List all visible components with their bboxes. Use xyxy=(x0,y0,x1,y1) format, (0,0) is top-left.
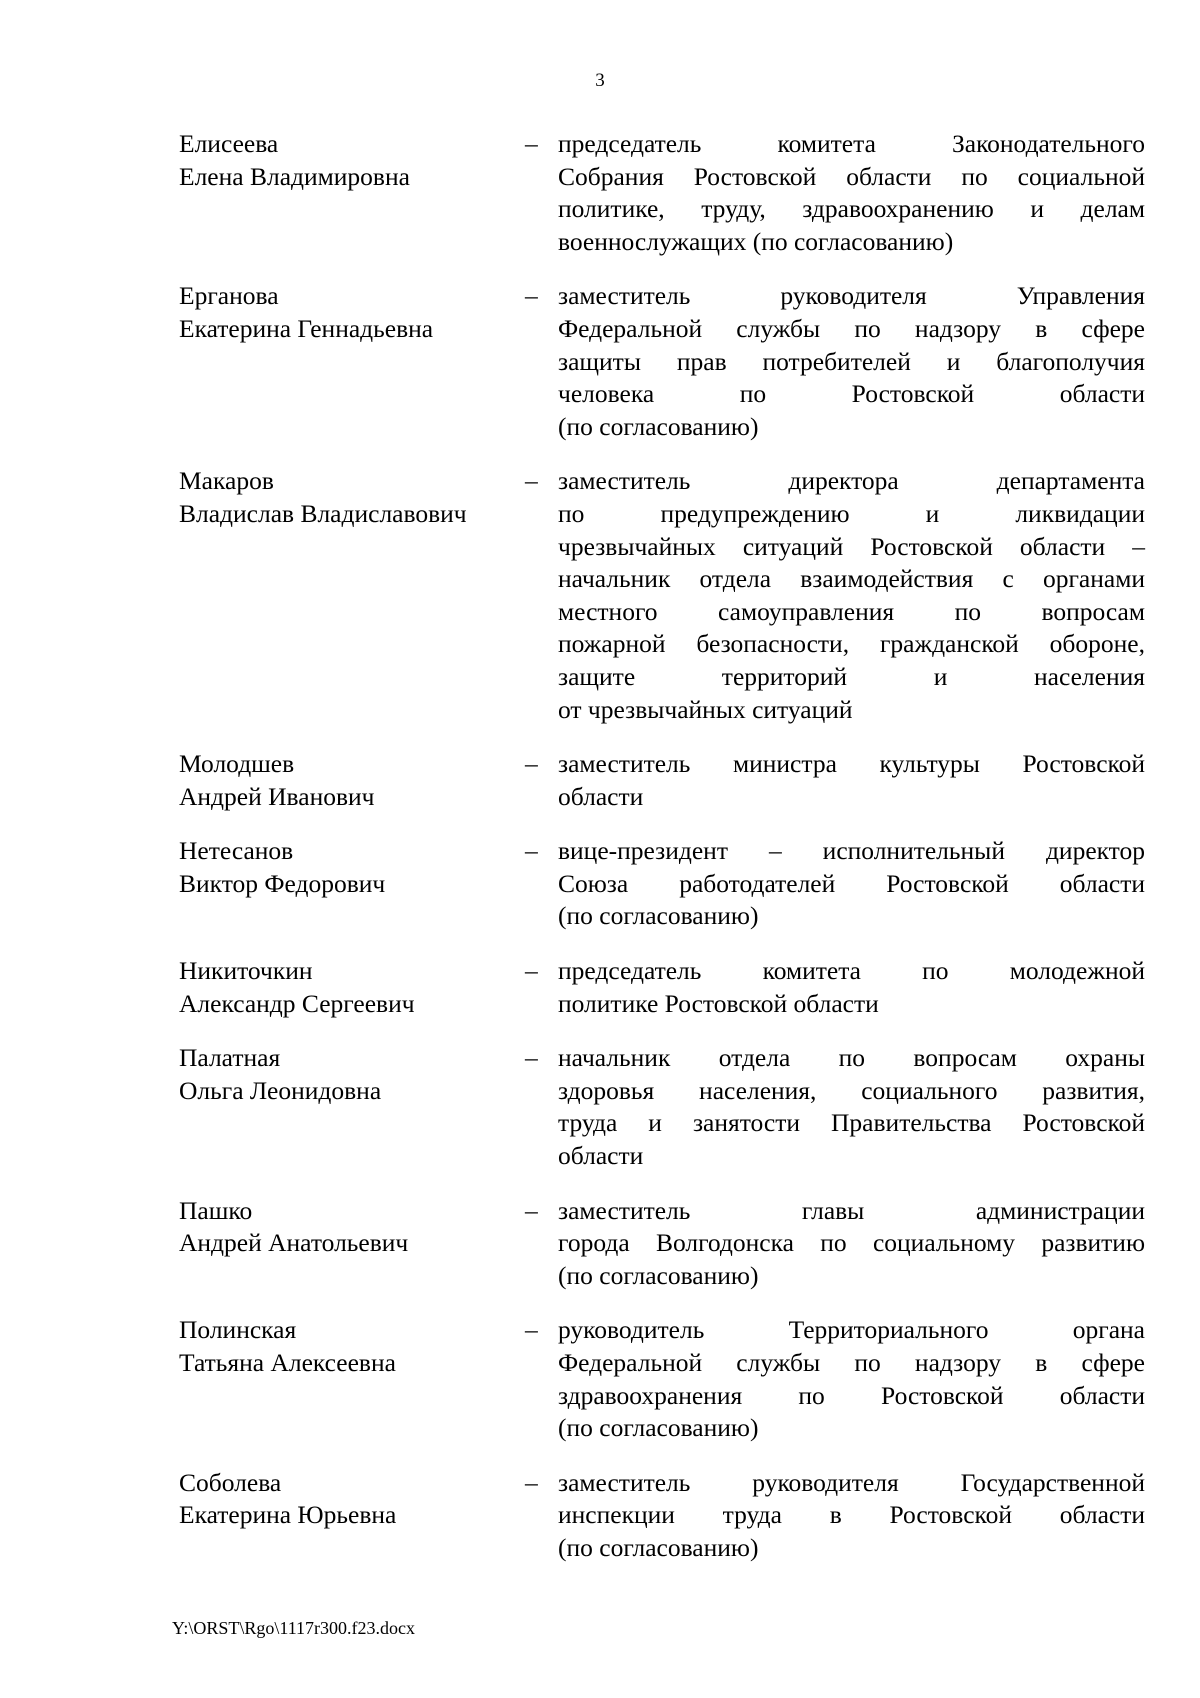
member-name xyxy=(179,1314,525,1444)
separator-dash: – xyxy=(525,1195,538,1225)
member-given-names: Андрей Иванович xyxy=(179,781,375,811)
member-entry xyxy=(179,1042,1145,1172)
members-list xyxy=(179,128,1145,1587)
member-surname: Никиточкин xyxy=(179,956,313,986)
member-given-names: Екатерина Геннадьевна xyxy=(179,313,434,343)
file-path-footer: Y:\ORST\Rgo\1117r300.f23.docx xyxy=(172,1618,416,1638)
member-surname: Соболева xyxy=(179,1467,282,1497)
member-position xyxy=(558,1195,1145,1293)
position-line: политике Ростовской области xyxy=(558,988,879,1018)
member-name xyxy=(179,1467,525,1565)
position-line: защите территорий и населения xyxy=(558,661,1145,691)
member-name xyxy=(179,748,525,813)
position-line: области xyxy=(558,1141,644,1171)
separator-dash: – xyxy=(525,1467,538,1497)
member-surname: Пашко xyxy=(179,1195,253,1225)
position-line: заместитель директора департамента xyxy=(558,466,1145,496)
member-surname: Палатная xyxy=(179,1043,281,1073)
position-line: города Волгодонска по социальному развитию xyxy=(558,1228,1145,1258)
separator-dash: – xyxy=(525,129,538,158)
position-line: местного самоуправления по вопросам xyxy=(558,596,1145,626)
position-line: заместитель главы администрации xyxy=(558,1195,1145,1225)
position-line: (по согласованию) xyxy=(558,901,759,931)
member-given-names: Виктор Федорович xyxy=(179,868,386,898)
position-line: Союза работодателей Ростовской области xyxy=(558,868,1145,898)
member-entry xyxy=(179,955,1145,1020)
member-position xyxy=(558,280,1145,443)
member-name xyxy=(179,835,525,933)
member-name xyxy=(179,1195,525,1293)
member-position xyxy=(558,1314,1145,1444)
separator-dash: – xyxy=(525,836,538,866)
member-surname: Ерганова xyxy=(179,281,279,311)
member-given-names: Андрей Анатольевич xyxy=(179,1228,409,1258)
member-given-names: Александр Сергеевич xyxy=(179,988,415,1018)
separator-dash: – xyxy=(525,749,538,779)
position-line: начальник отдела взаимодействия с органами xyxy=(558,564,1145,594)
member-name xyxy=(179,465,525,726)
member-entry xyxy=(179,128,1145,258)
member-entry xyxy=(179,280,1145,443)
separator-dash: – xyxy=(525,1315,538,1345)
position-line: Собрания Ростовской области по социальной xyxy=(558,161,1145,191)
position-line: руководитель Территориального органа xyxy=(558,1315,1145,1345)
position-line: здоровья населения, социального развития, xyxy=(558,1075,1145,1105)
member-entry xyxy=(179,1314,1145,1444)
member-position xyxy=(558,955,1145,1020)
position-line: здравоохранения по Ростовской области xyxy=(558,1380,1145,1410)
member-entry xyxy=(179,465,1145,726)
position-line: (по согласованию) xyxy=(558,1532,759,1562)
position-line: Федеральной службы по надзору в сфере xyxy=(558,1348,1145,1377)
member-surname: Макаров xyxy=(179,466,274,496)
member-surname: Нетесанов xyxy=(179,836,294,866)
member-given-names: Татьяна Алексеевна xyxy=(179,1348,396,1377)
member-position xyxy=(558,465,1145,726)
position-line: труда и занятости Правительства Ростовской xyxy=(558,1108,1145,1138)
member-name xyxy=(179,955,525,1020)
position-line: военнослужащих (по согласованию) xyxy=(558,226,954,256)
position-line: по предупреждению и ликвидации xyxy=(558,498,1145,528)
member-surname: Молодшев xyxy=(179,749,295,779)
member-position xyxy=(558,835,1145,933)
member-given-names: Ольга Леонидовна xyxy=(179,1075,382,1105)
member-position xyxy=(558,1467,1145,1565)
position-line: заместитель министра культуры Ростовской xyxy=(558,749,1145,779)
separator-dash: – xyxy=(525,956,538,986)
member-surname: Полинская xyxy=(179,1315,297,1345)
position-line: председатель комитета Законодательного xyxy=(558,129,1145,158)
position-line: инспекции труда в Ростовской области xyxy=(558,1500,1145,1530)
position-line: (по согласованию) xyxy=(558,411,759,441)
separator-dash: – xyxy=(525,281,538,311)
separator-dash: – xyxy=(525,466,538,496)
member-given-names: Екатерина Юрьевна xyxy=(179,1500,397,1530)
position-line: начальник отдела по вопросам охраны xyxy=(558,1043,1145,1073)
position-line: заместитель руководителя Управления xyxy=(558,281,1145,311)
member-entry xyxy=(179,1195,1145,1293)
member-given-names: Елена Владимировна xyxy=(179,161,410,191)
member-position xyxy=(558,128,1145,258)
position-line: человека по Ростовской области xyxy=(558,379,1145,409)
member-entry xyxy=(179,835,1145,933)
position-line: пожарной безопасности, гражданской обороне, xyxy=(558,629,1145,659)
page-number: 3 xyxy=(595,70,605,91)
separator-dash: – xyxy=(525,1043,538,1073)
member-name xyxy=(179,280,525,443)
member-surname: Елисеева xyxy=(179,129,279,158)
position-line: политике, труду, здравоохранению и делам xyxy=(558,194,1145,224)
member-name xyxy=(179,128,525,258)
position-line: вице-президент – исполнительный директор xyxy=(558,836,1145,866)
position-line: чрезвычайных ситуаций Ростовской области – xyxy=(558,531,1145,561)
position-line: от чрезвычайных ситуаций xyxy=(558,694,853,724)
position-line: председатель комитета по молодежной xyxy=(558,956,1145,986)
position-line: области xyxy=(558,781,644,811)
position-line: (по согласованию) xyxy=(558,1260,759,1290)
position-line: защиты прав потребителей и благополучия xyxy=(558,346,1145,376)
member-position xyxy=(558,1042,1145,1172)
member-entry xyxy=(179,748,1145,813)
member-entry xyxy=(179,1467,1145,1565)
member-name xyxy=(179,1042,525,1172)
position-line: (по согласованию) xyxy=(558,1413,759,1443)
position-line: Федеральной службы по надзору в сфере xyxy=(558,313,1145,343)
position-line: заместитель руководителя Государственной xyxy=(558,1467,1145,1497)
member-given-names: Владислав Владиславович xyxy=(179,498,467,528)
member-position xyxy=(558,748,1145,813)
